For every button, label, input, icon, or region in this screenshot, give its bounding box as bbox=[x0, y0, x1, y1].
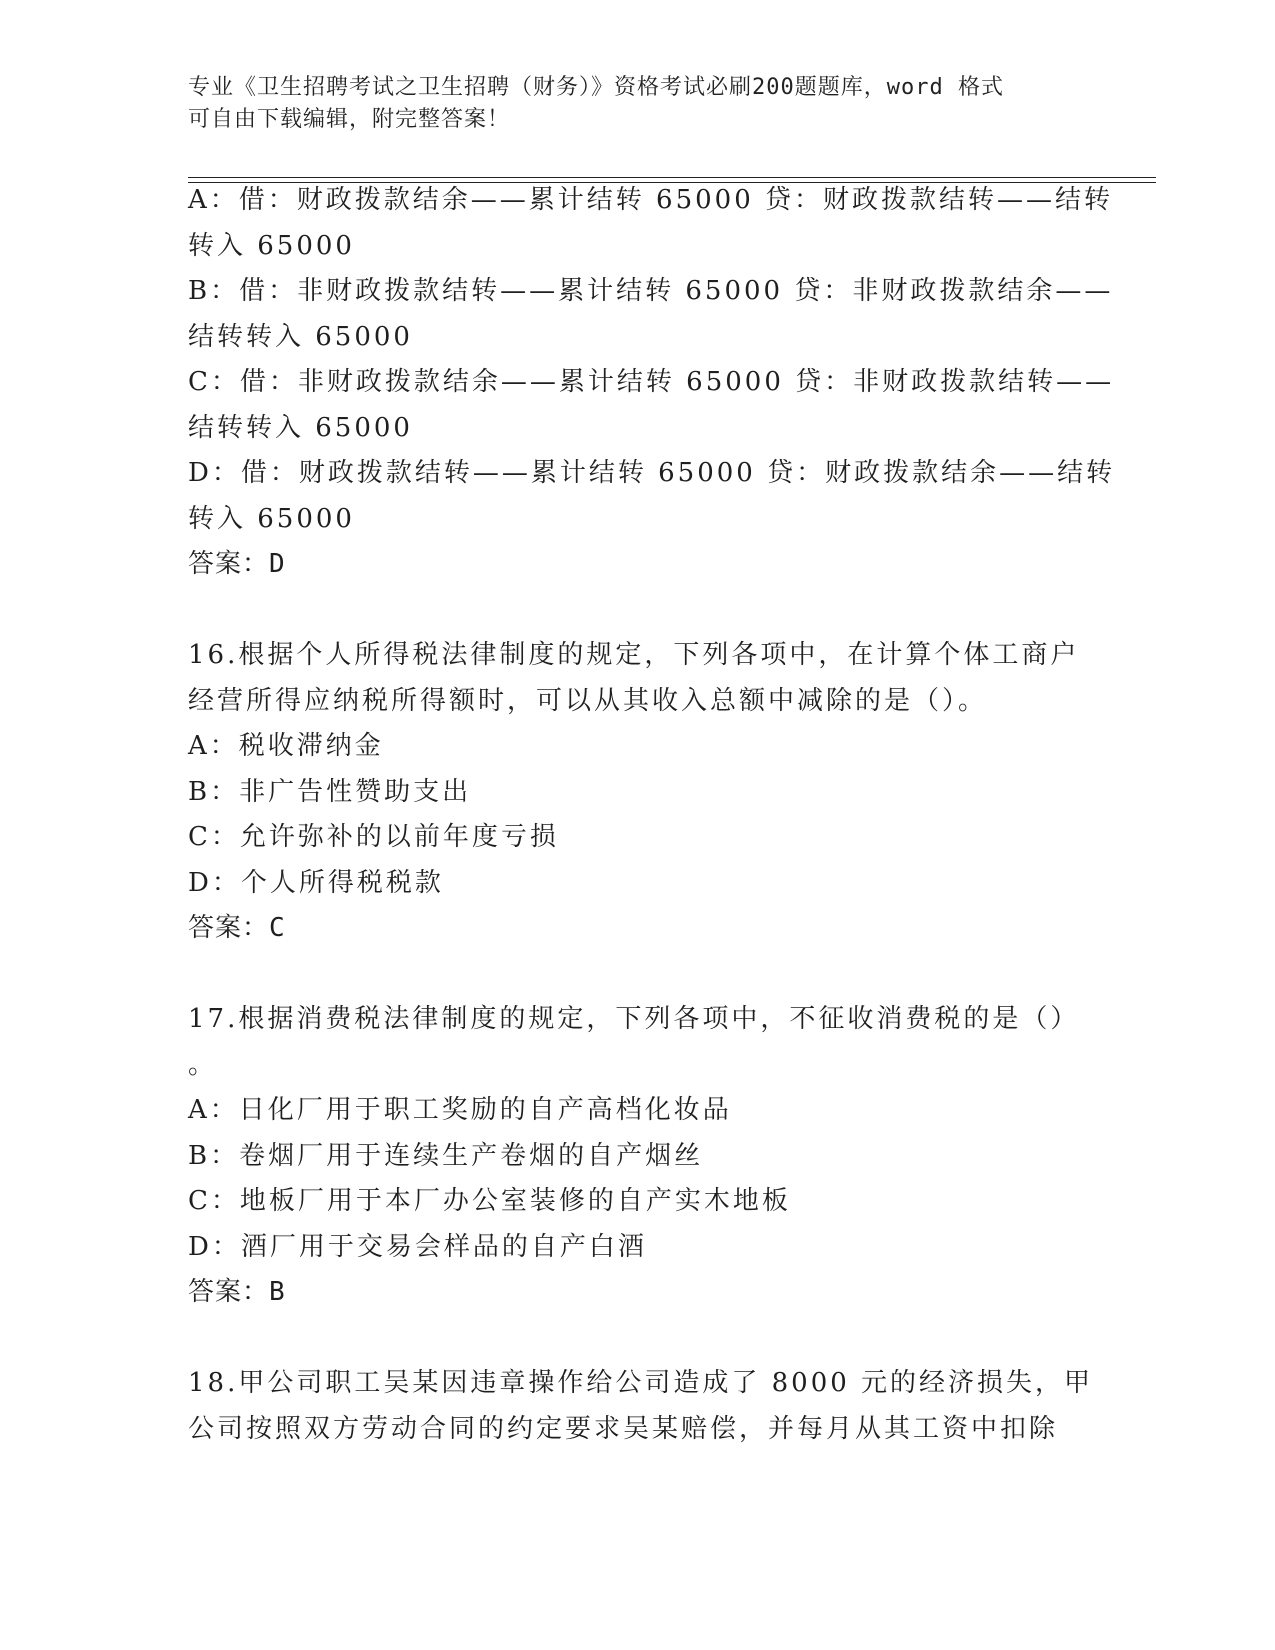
option-c-line-2: 结转转入 65000 bbox=[188, 412, 413, 443]
question-16 bbox=[188, 633, 1088, 952]
option-d-line-2: 转入 65000 bbox=[188, 503, 355, 534]
option-b-line-1: B：借：非财政拨款结转——累计结转 65000 贷：非财政拨款结余—— bbox=[188, 276, 1114, 306]
question-16-stem-line-1: 16.根据个人所得税法律制度的规定，下列各项中，在计算个体工商户 bbox=[188, 640, 1080, 670]
option-c: C：允许弥补的以前年度亏损 bbox=[188, 822, 559, 852]
question-content bbox=[188, 178, 1116, 1452]
question-17-stem-line-2: 。 bbox=[188, 1049, 218, 1080]
option-d: D：酒厂用于交易会样品的自产白酒 bbox=[188, 1231, 647, 1262]
answer-15: 答案：D bbox=[188, 549, 286, 579]
option-a: A：税收滞纳金 bbox=[188, 731, 384, 761]
option-b: B：卷烟厂用于连续生产卷烟的自产烟丝 bbox=[188, 1140, 704, 1171]
option-a: A：日化厂用于职工奖励的自产高档化妆品 bbox=[188, 1095, 732, 1125]
option-d: D：个人所得税税款 bbox=[188, 867, 444, 898]
header-title-line-2: 可自由下载编辑，附完整答案！ bbox=[188, 107, 511, 132]
answer-17: 答案：B bbox=[188, 1277, 286, 1307]
spacer bbox=[188, 952, 1088, 998]
question-17-stem-line-1: 17.根据消费税法律制度的规定，下列各项中，不征收消费税的是（） bbox=[188, 1004, 1080, 1034]
question-18 bbox=[188, 1361, 1094, 1452]
header-title-line-1: 专业《卫生招聘考试之卫生招聘（财务）》资格考试必刷200题题库，word 格式 bbox=[188, 75, 1004, 100]
spacer bbox=[188, 588, 1088, 634]
answer-16: 答案：C bbox=[188, 913, 286, 943]
option-a-line-2: 转入 65000 bbox=[188, 230, 355, 261]
document-header bbox=[188, 72, 1068, 136]
question-16-stem-line-2: 经营所得应纳税所得额时，可以从其收入总额中减除的是（）。 bbox=[188, 685, 988, 716]
question-17 bbox=[188, 997, 1088, 1316]
option-b: B：非广告性赞助支出 bbox=[188, 776, 472, 807]
spacer bbox=[188, 1316, 1088, 1362]
option-b-line-2: 结转转入 65000 bbox=[188, 321, 413, 352]
option-d-line-1: D：借：财政拨款结转——累计结转 65000 贷：财政拨款结余——结转 bbox=[188, 458, 1116, 488]
option-c-line-1: C：借：非财政拨款结余——累计结转 65000 贷：非财政拨款结转—— bbox=[188, 367, 1115, 397]
question-18-stem-line-2: 公司按照双方劳动合同的约定要求吴某赔偿，并每月从其工资中扣除 bbox=[188, 1413, 1059, 1444]
question-15-options bbox=[188, 178, 1116, 588]
option-a-line-1: A：借：财政拨款结余——累计结转 65000 贷：财政拨款结转——结转 bbox=[188, 185, 1114, 215]
option-c: C：地板厂用于本厂办公室装修的自产实木地板 bbox=[188, 1186, 791, 1216]
question-18-stem-line-1: 18.甲公司职工吴某因违章操作给公司造成了 8000 元的经济损失，甲 bbox=[188, 1368, 1094, 1398]
